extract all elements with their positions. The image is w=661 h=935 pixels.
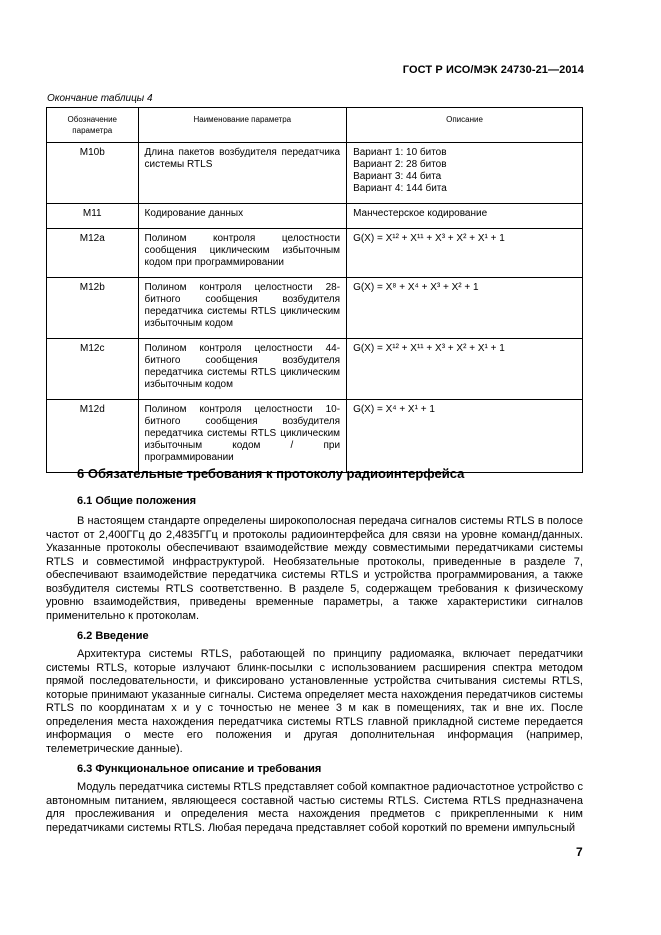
polynomial-formula: G(X) = X¹² + X¹¹ + X³ + X² + X¹ + 1 (347, 339, 583, 400)
subsection-6-1-text: В настоящем стандарте определены широкополосная передача сигналов системы RTLS в полосе частот от 2,400ГГц до 2,4835ГГц и протоколы радиоинтерфейса для связи на уровне команд/данных. Указанные протоколы обеспечивают взаимодействие между совместимыми передатчиками системы RTLS и совместимой инфраструктурой. Необязательные протоколы, приведенные в разделе 7, обеспечивают взаимодействие передатчика системы RTLS и устройства программирования, а также возбудителя системы RTLS соответственно. В разделе 5, содержащем требования к физическому уровню взаимодействия, приведены временные параметры, а также характеристики сигналов применительно к протоколам. (46, 515, 583, 622)
table-row (47, 204, 583, 229)
document-id-header: ГОСТ Р ИСО/МЭК 24730-21—2014 (402, 64, 584, 76)
param-name: Полином контроля целостности 10-битного сообщения возбудителя передатчика системы RTLS циклическим избыточным кодом / при программировании (138, 400, 347, 473)
column-header-description: Описание (347, 108, 583, 143)
table-row (47, 143, 583, 204)
param-name: Полином контроля целостности 44-битного сообщения возбудителя передатчика системы RTLS циклическим избыточным кодом (138, 339, 347, 400)
variant-line: Вариант 2: 28 битов (353, 159, 447, 170)
table-row (47, 229, 583, 278)
param-code: M12c (47, 339, 139, 400)
table-header-row (47, 108, 583, 143)
subsection-6-2-heading: 6.2 Введение (77, 630, 149, 642)
param-code: M12d (47, 400, 139, 473)
param-description (347, 143, 583, 204)
polynomial-formula: G(X) = X⁴ + X¹ + 1 (347, 400, 583, 473)
section-6-heading: 6 Обязательные требования к протоколу радиоинтерфейса (77, 466, 465, 481)
subsection-6-3-text: Модуль передатчика системы RTLS представляет собой компактное радиочастотное устройство с автономным питанием, являющееся составной частью системы RTLS. Система RTLS предназначена для прослеживания и определения места нахождения предметов с прикрепленными к ним передатчиками системы RTLS. Любая передача представляет собой короткий по времени импульсный (46, 781, 583, 834)
param-code: M11 (47, 204, 139, 229)
table-row (47, 278, 583, 339)
column-header-name: Наименование параметра (138, 108, 347, 143)
polynomial-formula: G(X) = X¹² + X¹¹ + X³ + X² + X¹ + 1 (347, 229, 583, 278)
polynomial-formula: G(X) = X⁸ + X⁴ + X³ + X² + 1 (347, 278, 583, 339)
param-code: M12b (47, 278, 139, 339)
param-name: Кодирование данных (138, 204, 347, 229)
param-description: Манчестерское кодирование (347, 204, 583, 229)
param-code: M12a (47, 229, 139, 278)
table-row (47, 339, 583, 400)
variant-line: Вариант 4: 144 бита (353, 183, 447, 194)
param-name: Полином контроля целостности сообщения циклическим избыточным кодом при программировании (138, 229, 347, 278)
variant-line: Вариант 1: 10 битов (353, 147, 447, 158)
subsection-6-2-text: Архитектура системы RTLS, работающей по принципу радиомаяка, включает передатчики системы RTLS, которые излучают блинк-посылки с использованием расширения спектра методом прямой последовательности, и фиксировано установленные устройства считывания системы RTLS, которые принимают указанные сигналы. Система определяет места нахождения передатчиков системы RTLS по координатам x и y с точностью не менее 3 м как в помещениях, так и вне их. После определения места нахождения передатчика системы RTLS главной прикладной системе передается информация о месте его положения и другая дополнительная информация (например, телеметрические данные). (46, 648, 583, 755)
parameters-table (46, 107, 583, 473)
page-number: 7 (576, 845, 583, 859)
param-code: M10b (47, 143, 139, 204)
subsection-6-1-heading: 6.1 Общие положения (77, 495, 197, 507)
table-row (47, 400, 583, 473)
variant-line: Вариант 3: 44 бита (353, 171, 442, 182)
param-name: Длина пакетов возбудителя передатчика системы RTLS (138, 143, 347, 204)
param-name: Полином контроля целостности 28-битного сообщения возбудителя передатчика системы RTLS циклическим избыточным кодом (138, 278, 347, 339)
column-header-code: Обозначение параметра (47, 108, 139, 143)
subsection-6-3-heading: 6.3 Функциональное описание и требования (77, 763, 322, 775)
table-caption: Окончание таблицы 4 (47, 93, 153, 104)
